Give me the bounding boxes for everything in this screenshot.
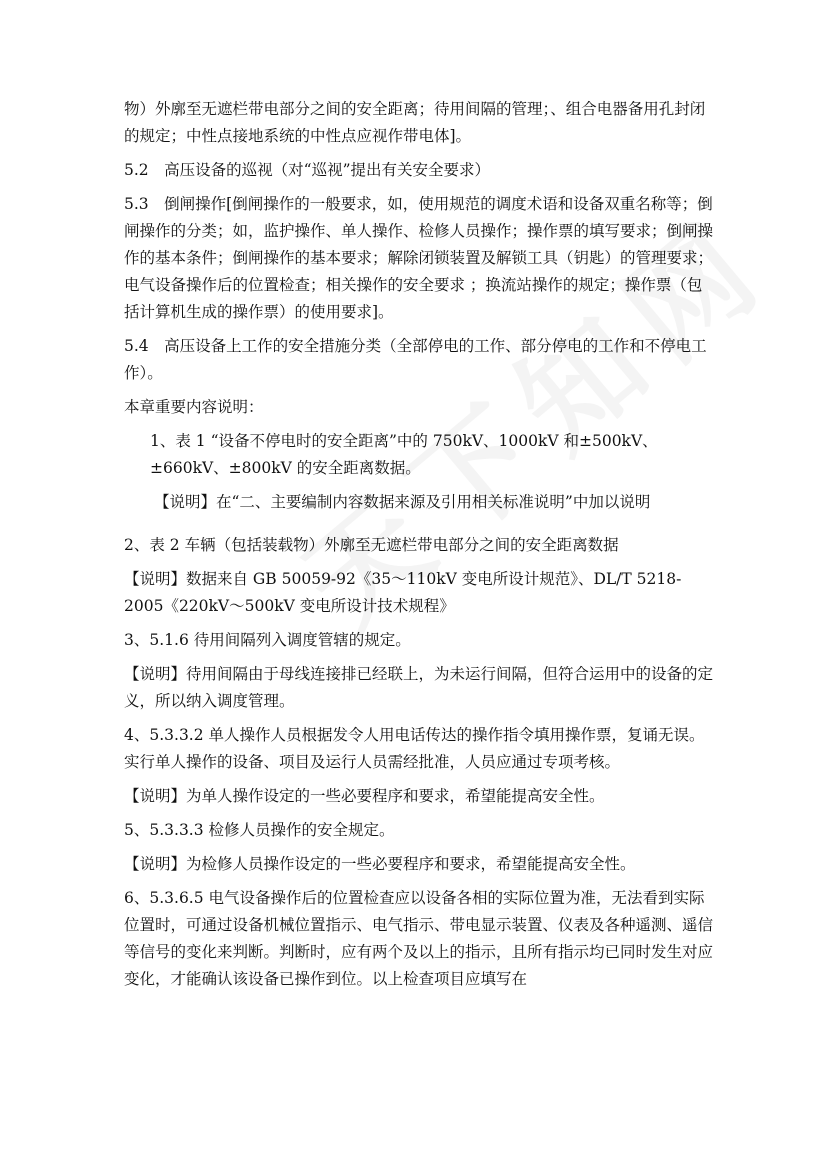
section-5-3: 5.3 倒闸操作[倒闸操作的一般要求，如，使用规范的调度术语和设备双重名称等；倒闸操作的分类；如，监护操作、单人操作、检修人员操作；操作票的填写要求；倒闸操作的基本条件；倒闸操作的基本要求；解除闭锁装置及解锁工具（钥匙）的管理要求；电气设备操作后的位置检查；相关操作的安全要求 ；换流站操作的规定；操作票（包括计算机生成的操作票）的使用要求]。	[124, 195, 714, 321]
section-5-2: 5.2 高压设备的巡视（对“巡视”提出有关安全要求）	[124, 161, 490, 179]
section-5-4: 5.4 高压设备上工作的安全措施分类（全部停电的工作、部分停电的工作和不停电工作）。	[124, 337, 707, 382]
note-item-3-explanation: 【说明】待用间隔由于母线连接排已经联上，为未运行间隔，但符合运用中的设备的定义，所以纳入调度管理。	[124, 665, 714, 710]
document-body	[124, 96, 714, 1000]
note-item-1-explanation: 【说明】在“二、主要编制内容数据来源及引用相关标准说明”中加以说明	[154, 493, 651, 511]
note-item-2-explanation: 【说明】数据来自 GB 50059-92《35～110kV 变电所设计规范》、DL/T 5218-2005《220kV～500kV 变电所设计技术规程》	[124, 570, 682, 615]
paragraph-continuation: 物）外廓至无遮栏带电部分之间的安全距离；待用间隔的管理；、组合电器备用孔封闭的规定；中性点接地系统的中性点应视作带电体]。	[124, 100, 706, 145]
note-item-1: 1、表 1 “设备不停电时的安全距离”中的 750kV、1000kV 和±500kV、±660kV、±800kV 的安全距离数据。	[150, 432, 658, 477]
note-item-3: 3、5.1.6 待用间隔列入调度管辖的规定。	[124, 631, 411, 649]
note-item-6: 6、5.3.6.5 电气设备操作后的位置检查应以设备各相的实际位置为准，无法看到实际位置时，可通过设备机械位置指示、电气指示、带电显示装置、仪表及各种遥测、遥信等信号的变化来判断。判断时，应有两个及以上的指示，且所有指示均已同时发生对应变化，才能确认该设备已操作到位。以上检查项目应填写在	[124, 889, 714, 988]
note-item-2: 2、表 2 车辆（包括装载物）外廓至无遮栏带电部分之间的安全距离数据	[124, 536, 619, 554]
note-item-4-explanation: 【说明】为单人操作设定的一些必要程序和要求，希望能提高安全性。	[124, 787, 605, 805]
note-item-5: 5、5.3.3.3 检修人员操作的安全规定。	[124, 821, 395, 839]
note-item-4: 4、5.3.3.2 单人操作人员根据发令人用电话传达的操作指令填用操作票，复诵无误。实行单人操作的设备、项目及运行人员需经批准，人员应通过专项考核。	[124, 726, 705, 771]
chapter-notes-heading: 本章重要内容说明：	[124, 398, 264, 416]
note-item-5-explanation: 【说明】为检修人员操作设定的一些必要程序和要求，希望能提高安全性。	[124, 855, 636, 873]
